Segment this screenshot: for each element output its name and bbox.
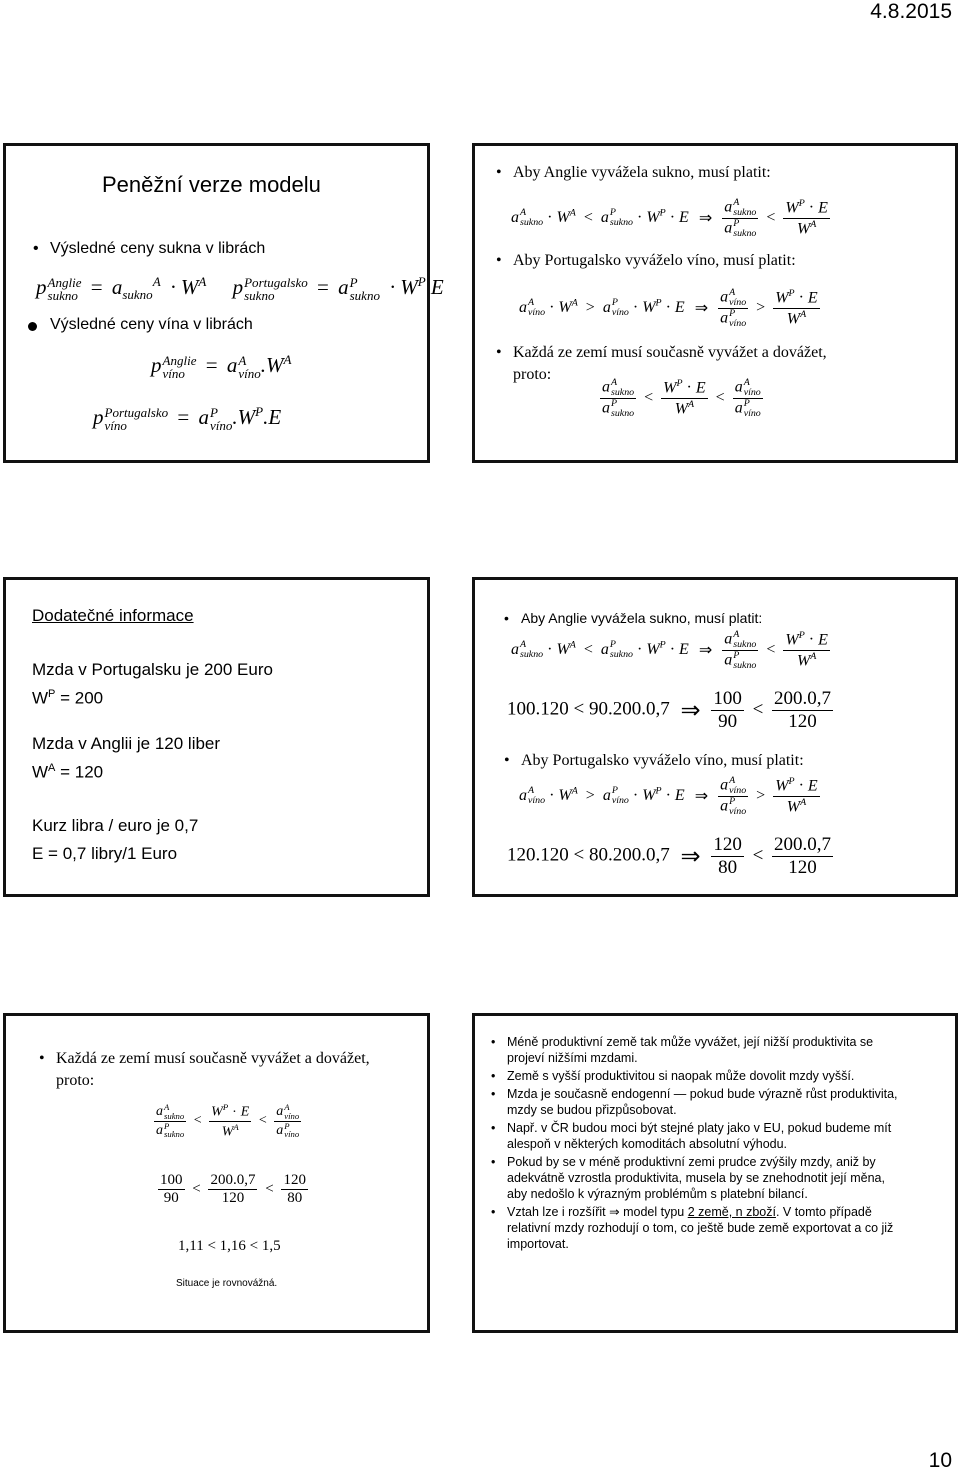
bullet-wine-prices: Výsledné ceny vína v librách [50, 316, 253, 333]
implies-icon: ⇒ [609, 1205, 620, 1219]
bullet-both-trade-cont: proto: [513, 366, 552, 383]
info-heading: Dodatečné informace [32, 606, 194, 625]
slide-additional-info [3, 577, 430, 897]
bullet-england-export-2: • Aby Anglie vyvážela sukno, musí platit: [521, 610, 762, 626]
formula-england-export-2: a A sukno · $W^A < a$ P sukno · $W^P \cdot E$ ⇒ a A sukno a P sukno < $\frac{W^P \cdot E}{W^A}$ [511, 629, 828, 671]
header-date: 4.8.2015 [870, 0, 952, 23]
info-exchange-rate: Kurz libra / euro je 0,7 [32, 816, 199, 835]
slide-equilibrium [3, 1013, 430, 1333]
bullet-england-export: • Aby Anglie vyvážela sukno, musí platit: [513, 164, 771, 182]
info-wage-england: Mzda v Anglii je 120 liber [32, 734, 221, 753]
bullet-both-trade: • Každá ze zemí musí současně vyvážet a dovážet, [513, 344, 827, 362]
formula-wine-price-england: p Anglie víno = a A víno $.W^A$ [151, 352, 292, 382]
equilibrium-note: Situace je rovnovážná. [176, 1278, 278, 1289]
bullet-portugal-export: • Aby Portugalsko vyváželo víno, musí platit: [513, 252, 796, 270]
bullet-both-trade-2-cont: proto: [56, 1072, 95, 1089]
calc-combined: $\frac{100}{90}$ < $\frac{200.0,7}{120}$ < $\frac{120}{80}$ [160, 1172, 306, 1207]
conclusion-item: • Vztah lze i rozšířit ⇒ model typu 2 země, n zboží. V tomto případě relativní mzdy rozhodují o tom, co ještě bude země exportovat a co již importovat. [491, 1205, 894, 1251]
formula-combined: a A sukno a P sukno < $\frac{W^P \cdot E}{W^A}$ < a A víno a P víno [602, 377, 761, 419]
formula-cloth-prices: p Anglie sukno = $a_{sukno}^A \cdot W^A$ p Portugalsko sukno = a P sukno · $W^P$ E [36, 274, 444, 304]
formula-portugal-export: a A víno · $W^A > a$ P víno · $W^P \cdot E$ ⇒ a A víno a P víno > $\frac{W^P \cdot E}{W^A}$ [519, 287, 818, 329]
bullet-portugal-export-2: • Aby Portugalsko vyváželo víno, musí platit: [521, 752, 804, 770]
conclusion-item: • Země s vyšší produktivitou si naopak může dovolit mzdy vyšší. [491, 1069, 855, 1083]
info-wp: $W^P = 200$ [32, 688, 104, 708]
slide-title: Peněžní verze modelu [102, 172, 321, 197]
formula-england-export: a A sukno · $W^A < a$ P sukno · $W^P \cdot E$ ⇒ a A sukno a P sukno < $\frac{W^P \cdot E}{W^A}$ [511, 197, 828, 239]
conclusion-item: • Mzda je současně endogenní — pokud bude výrazně růst produktivita, mzdy se budou přizpůsobovat. [491, 1087, 898, 1117]
page-number: 10 [928, 1449, 952, 1472]
slide-conclusions [472, 1013, 958, 1333]
formula-portugal-export-2: a A víno · $W^A > a$ P víno · $W^P \cdot E$ ⇒ a A víno a P víno > $\frac{W^P \cdot E}{W^A}$ [519, 775, 818, 817]
info-wa: $W^A = 120$ [32, 762, 104, 782]
calc-portugal: 120.120 < 80.200.0,7 ⇒ $\frac{120}{80}$ < $\frac{200.0,7}{120}$ [507, 834, 832, 878]
formula-combined-2: a A sukno a P sukno < $\frac{W^P \cdot E}{W^A}$ < a A víno a P víno [156, 1102, 300, 1140]
info-e-value: E = 0,7 libry/1 Euro [32, 844, 178, 863]
ratio-inequality: 1,11 < 1,16 < 1,5 [178, 1238, 281, 1254]
slide-numeric-check [472, 577, 958, 897]
calc-england: 100.120 < 90.200.0,7 ⇒ $\frac{100}{90}$ < $\frac{200.0,7}{120}$ [507, 688, 832, 732]
slide-export-conditions [472, 143, 958, 463]
conclusion-item: • Např. v ČR budou moci být stejné platy jako v EU, pokud budeme mít alespoň v některých komoditách absolutní výhodu. [491, 1121, 892, 1151]
bullet-both-trade-2: • Každá ze zemí musí současně vyvážet a dovážet, [56, 1050, 370, 1068]
bullet-cloth-prices: • Výsledné ceny sukna v librách [50, 240, 265, 258]
conclusion-item: • Méně produktivní země tak může vyvážet, její nižší produktivita se projeví nižšími mzdami. [491, 1035, 874, 1065]
formula-wine-price-portugal: p Portugalsko víno = a P víno $.W^P.E$ [93, 404, 282, 434]
slide-money-model [3, 143, 444, 463]
info-wage-portugal: Mzda v Portugalsku je 200 Euro [32, 660, 273, 679]
conclusion-item: • Pokud by se v méně produktivní zemi prudce zvýšily mzdy, aniž by adekvátně vzrostla produktivita, musela by se znehodnotit její měna, aby nedošlo k výrazným problémům s platební bilancí. [491, 1155, 885, 1201]
